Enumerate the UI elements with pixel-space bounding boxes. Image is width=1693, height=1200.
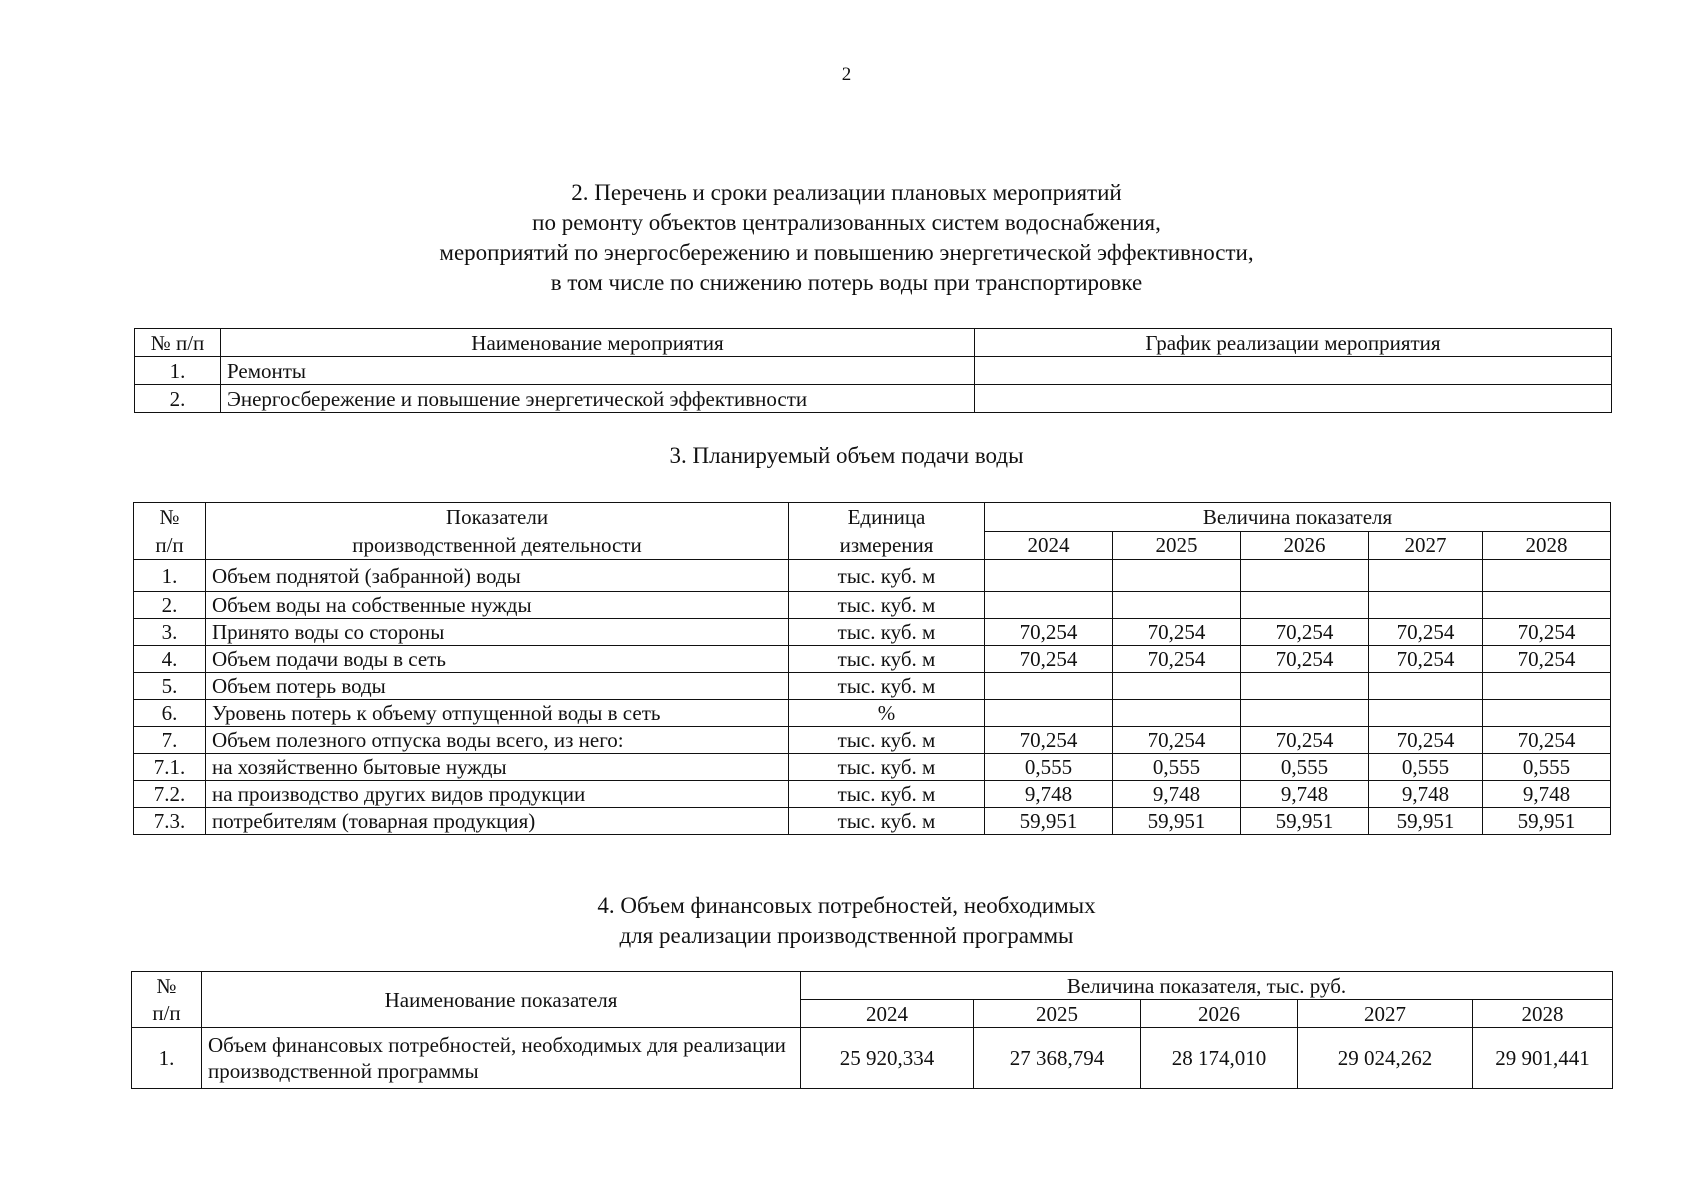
header-indicator-line: Показатели	[445, 505, 549, 529]
header-value-group: Величина показателя	[985, 503, 1611, 532]
row-value: 70,254	[985, 727, 1113, 754]
row-value	[1483, 700, 1611, 727]
row-num: 7.1.	[134, 754, 206, 781]
header-num-line: №	[159, 505, 180, 529]
row-num: 7.2.	[134, 781, 206, 808]
section4-title-line: для реализации производственной программы	[619, 923, 1074, 948]
measures-table	[134, 328, 1612, 413]
row-value	[1483, 592, 1611, 619]
row-value: 70,254	[1483, 619, 1611, 646]
row-unit: тыс. куб. м	[789, 727, 985, 754]
row-name: Объем подачи воды в сеть	[206, 646, 789, 673]
row-value: 59,951	[1241, 808, 1369, 835]
row-value	[1369, 700, 1483, 727]
row-value: 59,951	[1483, 808, 1611, 835]
row-name: Объем поднятой (забранной) воды	[206, 560, 789, 592]
row-value: 0,555	[1113, 754, 1241, 781]
table-row	[134, 673, 1611, 700]
row-value: 70,254	[1483, 727, 1611, 754]
financial-needs-table	[131, 971, 1613, 1089]
row-unit: тыс. куб. м	[789, 754, 985, 781]
row-name: Уровень потерь к объему отпущенной воды в сеть	[206, 700, 789, 727]
section4-title	[0, 891, 1693, 951]
row-num: 4.	[134, 646, 206, 673]
row-value	[1113, 700, 1241, 727]
row-value	[1113, 673, 1241, 700]
section2-title-line: мероприятий по энергосбережению и повышению энергетической эффективности,	[439, 240, 1254, 265]
row-unit: тыс. куб. м	[789, 673, 985, 700]
header-indicator-name: Наименование показателя	[202, 972, 801, 1028]
header-measure-name: Наименование мероприятия	[221, 329, 975, 357]
row-unit: тыс. куб. м	[789, 592, 985, 619]
row-value: 59,951	[1113, 808, 1241, 835]
table-header-row	[134, 503, 1611, 532]
header-year: 2027	[1369, 531, 1483, 560]
row-value: 9,748	[985, 781, 1113, 808]
row-value: 70,254	[985, 646, 1113, 673]
row-value	[1113, 592, 1241, 619]
row-value	[1369, 560, 1483, 592]
header-year: 2024	[801, 1000, 974, 1028]
header-year: 2025	[974, 1000, 1141, 1028]
row-num: 6.	[134, 700, 206, 727]
row-name: на хозяйственно бытовые нужды	[206, 754, 789, 781]
header-year: 2025	[1113, 531, 1241, 560]
table-row	[135, 385, 1612, 413]
table-row	[134, 592, 1611, 619]
row-value: 70,254	[1113, 619, 1241, 646]
row-num: 3.	[134, 619, 206, 646]
row-value: 25 920,334	[801, 1028, 974, 1089]
row-value: 29 024,262	[1298, 1028, 1473, 1089]
table-row	[134, 727, 1611, 754]
header-value-group: Величина показателя, тыс. руб.	[801, 972, 1613, 1000]
row-name: Объем потерь воды	[206, 673, 789, 700]
header-year: 2028	[1483, 531, 1611, 560]
row-unit: тыс. куб. м	[789, 808, 985, 835]
header-num-line: №	[156, 973, 177, 998]
row-value: 9,748	[1369, 781, 1483, 808]
section3-title: 3. Планируемый объем подачи воды	[669, 443, 1024, 468]
row-value: 70,254	[1241, 646, 1369, 673]
row-num: 1.	[134, 560, 206, 592]
table-row	[134, 808, 1611, 835]
header-unit	[789, 503, 985, 560]
section2-title-line: 2. Перечень и сроки реализации плановых мероприятий	[571, 180, 1122, 205]
row-num: 7.	[134, 727, 206, 754]
header-unit-line: измерения	[839, 533, 934, 557]
table-row	[135, 357, 1612, 385]
table-header-row	[132, 972, 1613, 1000]
section4-title-line: 4. Объем финансовых потребностей, необходимых	[597, 893, 1096, 918]
row-value: 59,951	[985, 808, 1113, 835]
row-schedule	[975, 357, 1612, 385]
table-header-row	[135, 329, 1612, 357]
row-unit: тыс. куб. м	[789, 619, 985, 646]
water-supply-table	[133, 502, 1611, 835]
header-year: 2028	[1473, 1000, 1613, 1028]
row-value: 28 174,010	[1141, 1028, 1298, 1089]
row-num: 5.	[134, 673, 206, 700]
table-row	[134, 754, 1611, 781]
header-year: 2027	[1298, 1000, 1473, 1028]
row-value: 70,254	[1241, 619, 1369, 646]
row-value	[1483, 560, 1611, 592]
row-num: 7.3.	[134, 808, 206, 835]
row-num: 1.	[132, 1028, 202, 1089]
row-name: Объем финансовых потребностей, необходимых для реализации производственной программы	[202, 1028, 801, 1089]
row-name: Энергосбережение и повышение энергетической эффективности	[221, 385, 975, 413]
header-year: 2026	[1141, 1000, 1298, 1028]
table-row	[134, 560, 1611, 592]
table-row	[134, 646, 1611, 673]
row-value: 70,254	[1113, 727, 1241, 754]
row-value	[985, 700, 1113, 727]
header-num	[134, 503, 206, 560]
row-value: 70,254	[985, 619, 1113, 646]
row-value: 9,748	[1113, 781, 1241, 808]
row-num: 2.	[135, 385, 221, 413]
row-unit: %	[789, 700, 985, 727]
section2-title-line: по ремонту объектов централизованных систем водоснабжения,	[532, 210, 1161, 235]
row-value: 70,254	[1369, 646, 1483, 673]
header-num-line: п/п	[155, 533, 184, 557]
row-name: Принято воды со стороны	[206, 619, 789, 646]
header-unit-line: Единица	[847, 505, 926, 529]
header-year: 2026	[1241, 531, 1369, 560]
row-value: 27 368,794	[974, 1028, 1141, 1089]
row-value: 29 901,441	[1473, 1028, 1613, 1089]
row-value: 0,555	[1241, 754, 1369, 781]
header-year: 2024	[985, 531, 1113, 560]
row-value: 0,555	[1483, 754, 1611, 781]
header-num	[132, 972, 202, 1028]
row-value	[1369, 673, 1483, 700]
row-value	[1113, 560, 1241, 592]
header-num-line: п/п	[152, 1000, 181, 1025]
water-supply-rows	[134, 560, 1611, 835]
row-value: 9,748	[1483, 781, 1611, 808]
row-name: на производство других видов продукции	[206, 781, 789, 808]
header-indicator-line: производственной деятельности	[352, 533, 642, 557]
row-value	[985, 673, 1113, 700]
row-value	[1369, 592, 1483, 619]
row-schedule	[975, 385, 1612, 413]
row-name: потребителям (товарная продукция)	[206, 808, 789, 835]
row-value	[985, 560, 1113, 592]
row-value: 59,951	[1369, 808, 1483, 835]
table-row	[134, 781, 1611, 808]
row-value: 70,254	[1483, 646, 1611, 673]
row-value	[985, 592, 1113, 619]
header-indicator	[206, 503, 789, 560]
row-value	[1241, 700, 1369, 727]
row-value: 0,555	[1369, 754, 1483, 781]
table-row	[134, 619, 1611, 646]
section2-title	[0, 178, 1693, 298]
header-num: № п/п	[135, 329, 221, 357]
table-row	[132, 1028, 1613, 1089]
row-value: 70,254	[1369, 727, 1483, 754]
row-value: 70,254	[1369, 619, 1483, 646]
row-value: 9,748	[1241, 781, 1369, 808]
row-value: 70,254	[1113, 646, 1241, 673]
row-unit: тыс. куб. м	[789, 781, 985, 808]
header-schedule: График реализации мероприятия	[975, 329, 1612, 357]
row-value: 70,254	[1241, 727, 1369, 754]
row-unit: тыс. куб. м	[789, 560, 985, 592]
table-row	[134, 700, 1611, 727]
row-name: Объем воды на собственные нужды	[206, 592, 789, 619]
row-value	[1241, 673, 1369, 700]
row-value: 0,555	[985, 754, 1113, 781]
row-name: Объем полезного отпуска воды всего, из него:	[206, 727, 789, 754]
row-num: 2.	[134, 592, 206, 619]
row-name: Ремонты	[221, 357, 975, 385]
page-number: 2	[841, 64, 852, 85]
row-value	[1241, 592, 1369, 619]
row-value	[1241, 560, 1369, 592]
section2-title-line: в том числе по снижению потерь воды при транспортировке	[550, 270, 1143, 295]
row-num: 1.	[135, 357, 221, 385]
row-value	[1483, 673, 1611, 700]
row-unit: тыс. куб. м	[789, 646, 985, 673]
